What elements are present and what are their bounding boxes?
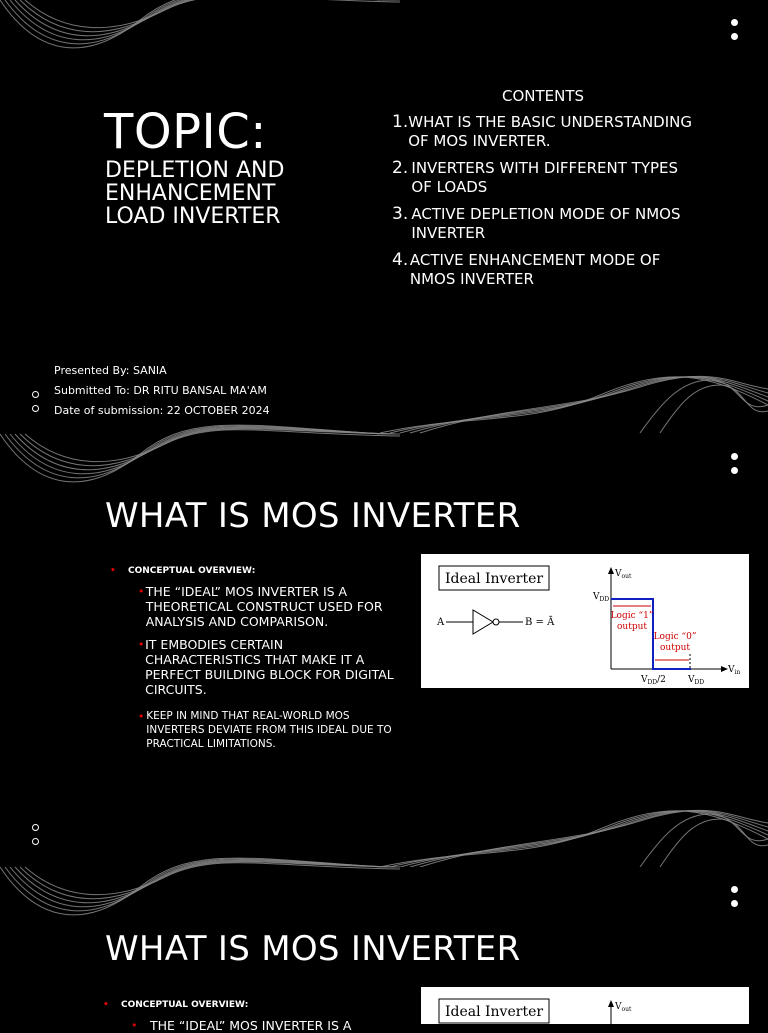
presenter-info	[54, 361, 270, 421]
bullet-icon: •	[103, 1000, 109, 1010]
overview-point: THE “IDEAL” MOS INVERTER IS A	[150, 1018, 352, 1033]
wave-decoration-top	[0, 867, 400, 927]
bullet-icon: •	[131, 1019, 138, 1032]
svg-text:Logic “1”: Logic “1”	[610, 611, 654, 621]
ideal-inverter-figure	[421, 554, 749, 688]
menu-dot	[731, 467, 738, 474]
input-label: A	[437, 617, 445, 628]
slide-1	[0, 0, 768, 433]
ring-icon	[32, 838, 39, 845]
overview-block	[103, 1000, 393, 1033]
bullet-icon: •	[138, 710, 145, 723]
contents-item: 1. WHAT IS THE BASIC UNDERSTANDING OF MOS INVERTER.	[392, 112, 692, 150]
figure-title: Ideal Inverter	[444, 571, 544, 587]
overview-point: IT EMBODIES CERTAIN CHARACTERISTICS THAT MAKE IT A PERFECT BUILDING BLOCK FOR DIGITAL CIRCUITS.	[145, 637, 394, 697]
submitted-to: Submitted To: DR RITU BANSAL MA'AM	[54, 384, 267, 397]
wave-decoration-top	[0, 434, 400, 494]
menu-dot	[731, 900, 738, 907]
svg-text:output: output	[659, 643, 691, 653]
overview-block	[110, 566, 400, 751]
contents-item: 2. INVERTERS WITH DIFFERENT TYPES OF LOADS	[392, 158, 679, 196]
ideal-inverter-figure	[421, 987, 749, 1024]
svg-text:VDD: $V_{DD}$	[593, 592, 610, 603]
slide-3	[0, 867, 768, 1033]
svg-text:Vout: $V_{out}$	[615, 1002, 632, 1013]
svg-text:Vin: $V_{in}$	[728, 665, 741, 676]
menu-dot	[731, 886, 738, 893]
svg-text:VDD: $V_{DD}$	[688, 675, 705, 686]
menu-dot	[731, 19, 738, 26]
menu-dot	[731, 453, 738, 460]
svg-text:Vout: $V_{out}$	[615, 569, 632, 580]
slide-2	[0, 434, 768, 867]
submission-date: Date of submission: 22 OCTOBER 2024	[54, 404, 270, 417]
page-subtitle: DEPLETION AND ENHANCEMENT LOAD INVERTER	[105, 158, 285, 229]
ring-icon	[32, 391, 39, 398]
menu-dot	[731, 33, 738, 40]
overview-heading: CONCEPTUAL OVERVIEW:	[121, 1000, 249, 1010]
bullet-icon: •	[138, 585, 145, 598]
ring-icon	[32, 824, 39, 831]
page-title: TOPIC:	[104, 104, 267, 160]
slide-title: WHAT IS MOS INVERTER	[105, 929, 521, 969]
ring-icon	[32, 405, 39, 412]
overview-point: KEEP IN MIND THAT REAL-WORLD MOS INVERTERS DEVIATE FROM THIS IDEAL DUE TO PRACTICAL LIMITATIONS.	[146, 710, 392, 750]
wave-decoration-top	[0, 0, 400, 60]
svg-text:output: output	[616, 622, 648, 632]
bullet-icon: •	[110, 566, 116, 576]
figure-title: Ideal Inverter	[444, 1004, 544, 1020]
bullet-icon: •	[138, 638, 145, 651]
wave-decoration-bottom	[380, 809, 768, 867]
contents-item: 3. ACTIVE DEPLETION MODE OF NMOS INVERTER	[392, 204, 681, 242]
svg-text:Logic “0”: Logic “0”	[653, 632, 697, 642]
output-label: B = Ā	[525, 617, 555, 628]
overview-heading: CONCEPTUAL OVERVIEW:	[128, 566, 256, 576]
wave-decoration-bottom	[380, 375, 768, 433]
contents-heading: CONTENTS	[502, 87, 585, 105]
slide-title: WHAT IS MOS INVERTER	[105, 496, 521, 536]
contents-list	[392, 113, 692, 297]
contents-item: 4. ACTIVE ENHANCEMENT MODE OF NMOS INVERTER	[392, 250, 661, 288]
svg-text:VDD/2: $V_{DD}/2$	[641, 675, 666, 686]
presented-by: Presented By: SANIA	[54, 364, 167, 377]
overview-point: THE “IDEAL” MOS INVERTER IS A THEORETICAL CONSTRUCT USED FOR ANALYSIS AND COMPARISON.	[145, 584, 383, 629]
